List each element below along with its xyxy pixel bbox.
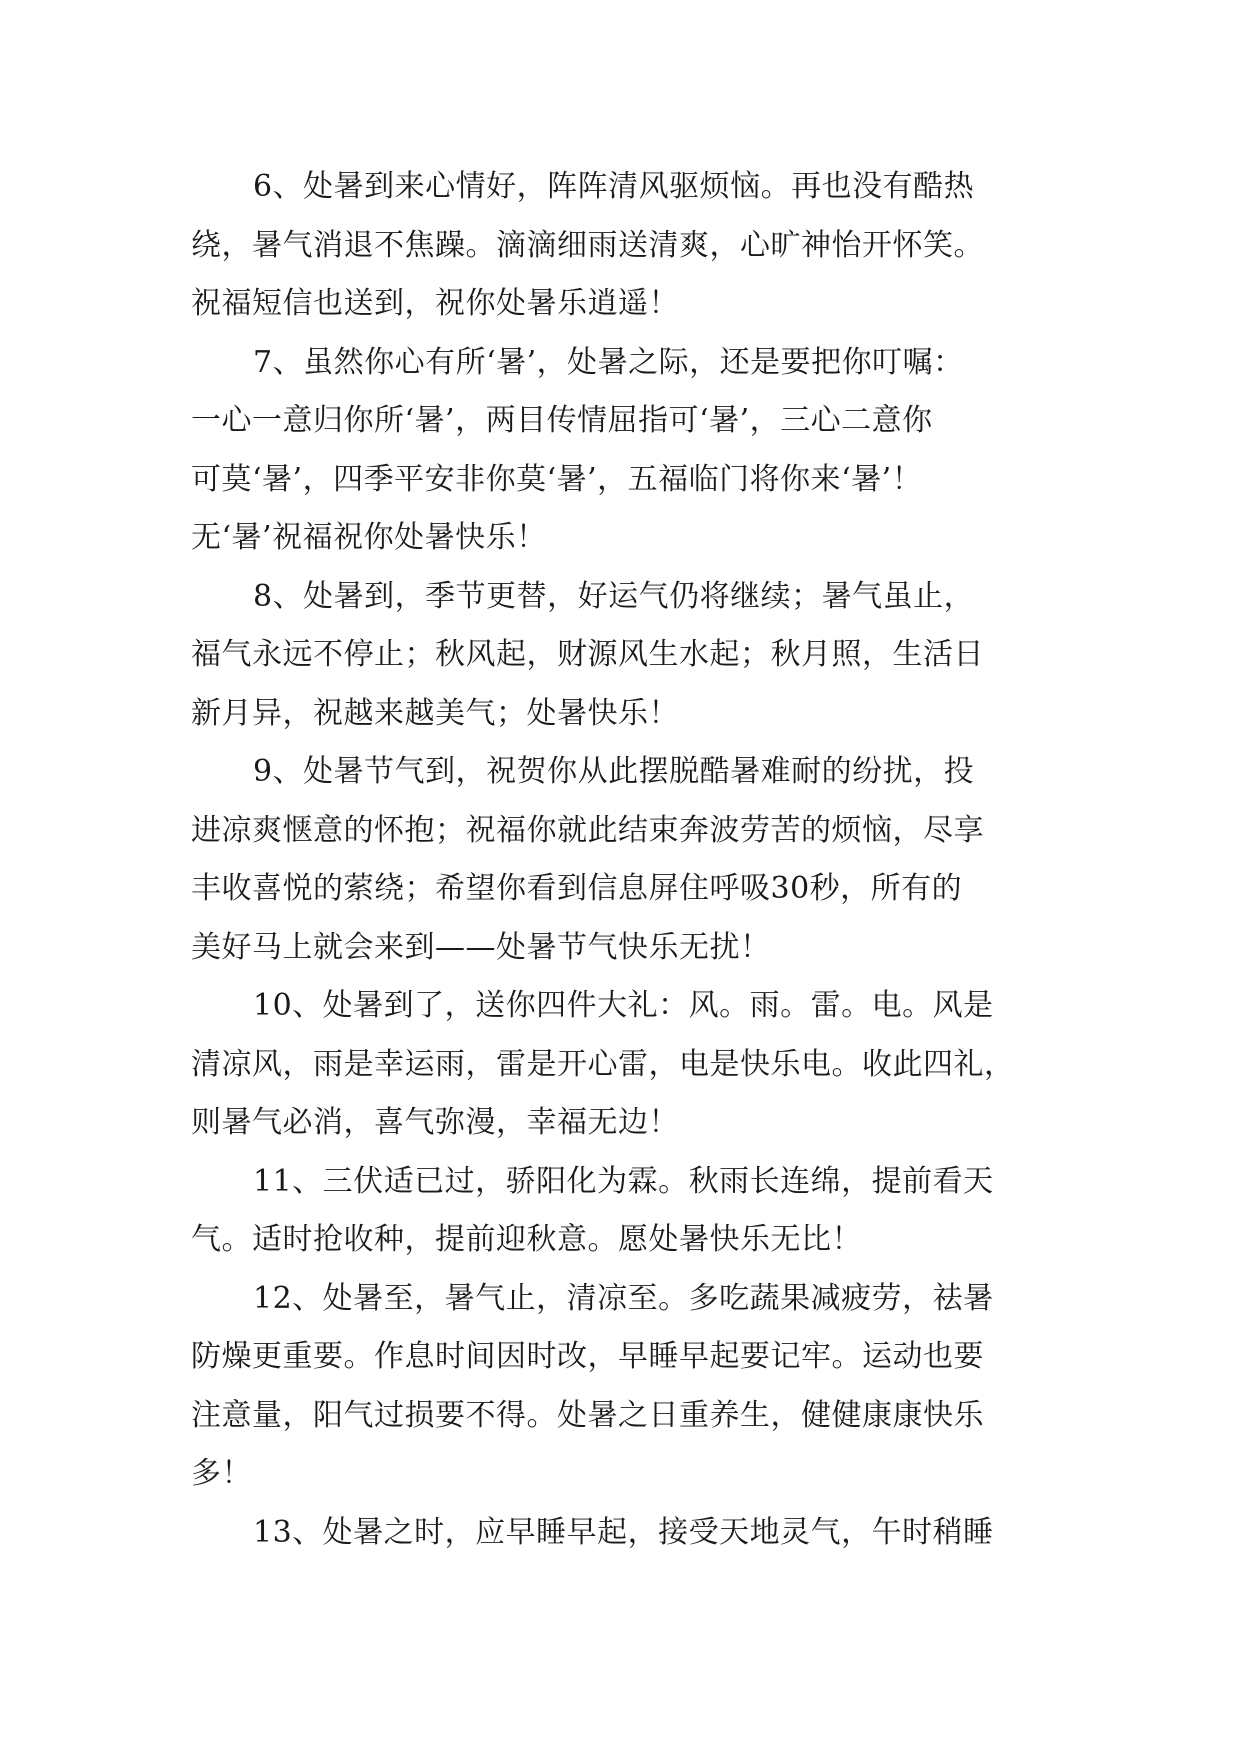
text-line: 新月异，祝越来越美气；处暑快乐！ (191, 695, 679, 731)
text-line: 防燥更重要。作息时间因时改，早睡早起要记牢。运动也要 (191, 1339, 984, 1374)
paragraph (191, 1153, 1071, 1270)
text-line: 美好马上就会来到——处暑节气快乐无扰！ (191, 929, 771, 965)
text-line: 多！ (191, 1456, 252, 1491)
text-line: 则暑气必消，喜气弥漫，幸福无边！ (191, 1105, 679, 1140)
text-line: 11、三伏适已过，骄阳化为霖。秋雨长连绵，提前看天 (253, 1163, 994, 1199)
paragraph (191, 977, 1071, 1153)
paragraph (191, 743, 1071, 977)
paragraph (191, 1504, 1071, 1563)
text-line: 可莫‘暑’，四季平安非你莫‘暑’，五福临门将你来‘暑’！ (191, 461, 923, 497)
text-line: 10、处暑到了，送你四件大礼：风。雨。雷。电。风是 (253, 988, 994, 1023)
paragraph (191, 334, 1071, 568)
text-line: 进凉爽惬意的怀抱；祝福你就此结束奔波劳苦的烦恼，尽享 (191, 812, 984, 848)
text-line: 6、处暑到来心情好，阵阵清风驱烦恼。再也没有酷热 (253, 169, 975, 204)
text-line: 清凉风，雨是幸运雨，雷是开心雷，电是快乐电。收此四礼， (191, 1046, 1015, 1082)
text-line: 绕，暑气消退不焦躁。滴滴细雨送清爽，心旷神怡开怀笑。 (191, 227, 984, 263)
text-line: 7、虽然你心有所‘暑’，处暑之际，还是要把你叮嘱： (253, 344, 964, 380)
text-line: 无‘暑’祝福祝你处暑快乐！ (191, 520, 547, 555)
paragraph (191, 1270, 1071, 1504)
text-line: 9、处暑节气到，祝贺你从此摆脱酷暑难耐的纷扰，投 (253, 754, 975, 789)
text-line: 8、处暑到，季节更替，好运气仍将继续；暑气虽止， (253, 578, 975, 614)
text-line: 12、处暑至，暑气止，清凉至。多吃蔬果减疲劳，祛暑 (253, 1280, 994, 1316)
text-line: 气。适时抢收种，提前迎秋意。愿处暑快乐无比！ (191, 1222, 862, 1257)
text-line: 注意量，阳气过损要不得。处暑之日重养生，健健康康快乐 (191, 1397, 984, 1433)
text-line: 一心一意归你所‘暑’，两目传情屈指可‘暑’，三心二意你 (191, 403, 933, 438)
paragraph (191, 568, 1071, 744)
text-line: 祝福短信也送到，祝你处暑乐逍遥！ (191, 286, 679, 321)
text-line: 福气永远不停止；秋风起，财源风生水起；秋月照，生活日 (191, 637, 984, 672)
text-line: 13、处暑之时，应早睡早起，接受天地灵气，午时稍睡 (253, 1514, 994, 1550)
text-line: 丰收喜悦的萦绕；希望你看到信息屏住呼吸30秒，所有的 (191, 871, 963, 906)
document-body (191, 158, 1071, 1562)
paragraph (191, 158, 1071, 334)
